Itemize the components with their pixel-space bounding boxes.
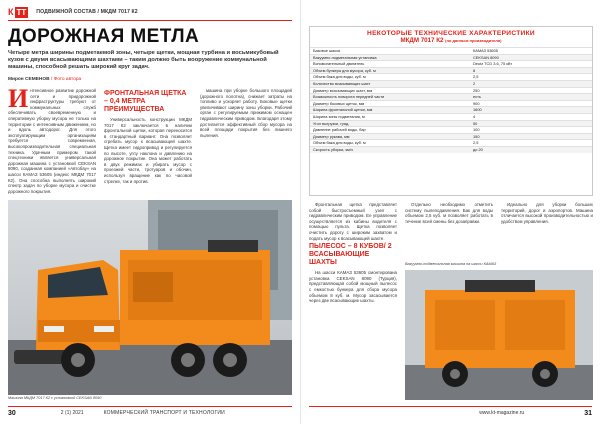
right-col4-text: Идеально для уборки больших территорий, дорог и аэропортов. Машина отличается высокой производительностью и удобством управления. [501,202,593,224]
article-title: ДОРОЖНАЯ МЕТЛА [8,26,200,47]
spec-table [309,26,593,196]
spec-param: Возможность поворота передней части [313,94,385,100]
article-column-3 [200,88,292,139]
spec-model: МКДМ 7017 К2 (по данным производителя) [400,37,502,44]
spec-param: Базовое шасси [313,48,341,53]
article-lead: Четыре метра ширины подметаемой зоны, четыре щетки, мощная турбина и восьмикубовый кузов с двумя всасывающими шахтами – таким должно быть вооружение коммунальной машины, способной решать широкий круг задач. [8,50,279,71]
spec-value: 250 [473,87,480,93]
spec-title: НЕКОТОРЫЕ ТЕХНИЧЕСКИЕ ХАРАКТЕРИСТИКИ [367,30,535,37]
spec-param: Давление рабочей воды, бар [313,127,366,133]
photo-caption-2: Вакуумно-подметальная машина на шасси КАМАЗ [405,262,497,266]
col1-text: нтенсивное развитие дорожной сети и придорожной инфраструктуры требуют от коммунальных служб обеспечивать своевременную и оперативную уборку мусора не только на территории с интенсивным движением, но и вдоль автодорог. Для этого эксплуатирующим организациям требуется современная, высокопроизводительная специальная техника. Удачным примером такой спецтехники является универсальная дорожная машина с установкой CEKSAN 8090, созданная компанией «Автобау» на шасси КАМАЗ 53605 (индекс МКДМ 7017 К2). Она способна выполнять широкий спектр задач по уборке мусора и очистке дорожного покрытия. [8,88,96,194]
right-column-2 [405,202,493,225]
logo-box: ТТ [16,7,27,17]
spec-value: 2 [473,80,476,86]
page-number-left: 30 [8,409,16,417]
spec-row [310,60,592,67]
page-footer-right [309,408,592,418]
spec-param: Ширина фронтальной щетки, мм [313,107,373,113]
spec-row [310,139,592,146]
logo-letter: К [8,7,14,17]
right-column-3 [501,202,593,225]
issue-number: 2 (1) 2021 [60,410,84,416]
subhead-vacuum: ПЫЛЕСОС – 8 КУБОВ/ 2 ВСАСЫВАЮЩИЕ ШАХТЫ [309,243,392,267]
spec-param: Скорость уборки, км/ч [313,146,353,152]
spec-row [310,133,592,140]
spec-value: CEKSAN 8090 [473,54,499,60]
header-divider [8,20,292,21]
spec-param: Диаметр рукава, мм [313,133,350,139]
truck-rear-photo [405,270,593,400]
col2-text: Универсальность конструкции МКДМ 7017 К2 заключается в наличии фронтальной щетки, которая переносится в стандартный вариант. Она позволяет сгребать мусор к всасывающей шахте. Щетка имеет гидропривод и регулируется по высоте, углу наклона и давлению на дорожное покрытие. Она может работать в двух режимах и убирать мусор с проезжей части, тротуаров и обочин, используя вращение как по часовой стрелке, так и против. [104,117,192,184]
spec-row [310,47,592,54]
spec-value: до 20 [473,146,483,152]
spec-value: 100 [473,127,480,133]
right-col3-text: Отдельно необходимо отметить систему пылеподавления. Бак для воды объемом 2,5 куб. м позволяет работать в течение всей смены без дозаправки. [405,202,493,224]
spec-param: Вакуумно-подметальная установка [313,54,377,60]
spec-value: 2,5 [473,140,479,146]
website-url[interactable]: www.kt-magazine.ru [479,410,525,416]
spec-value: 2,5 [473,74,479,80]
truck-photo [8,200,292,395]
spec-param: Диаметр всасывающих шахт, мм [313,87,373,93]
page-number-right: 31 [584,409,592,417]
spec-param: Объем бака для воды, куб. м [313,74,366,80]
footer-divider-right [309,406,592,407]
spec-param: Ширина зоны подметания, м [313,113,365,119]
photo-credit: / Фото автора [50,77,82,82]
magazine-logo [8,7,28,18]
truck-illustration [8,200,292,395]
spec-row [310,73,592,80]
right-page [300,0,600,424]
spec-row [310,146,592,153]
dropcap: И [8,84,29,113]
photo-caption-1: Машина МКДМ 7017 К2 с установкой CEKSAN 8090 [8,396,102,400]
spec-value: 1600 [473,107,482,113]
spec-param: Объем бункера для мусора, куб. м [313,67,376,73]
spec-param: Вспомогательный двигатель [313,61,365,67]
spec-param: Объем бака для воды, куб. м [313,140,366,146]
page-header [8,6,292,18]
spec-row [310,54,592,61]
spec-row [310,113,592,120]
subhead-brush: ФРОНТАЛЬНАЯ ЩЕТКА – 0,4 МЕТРА ПРЕИМУЩЕСТВА [104,90,187,113]
truck-rear-illustration [405,270,593,400]
spec-row [310,87,592,94]
spec-param: Угол выгрузки, град. [313,120,350,126]
page-footer-left [8,408,292,418]
spec-value: КАМАЗ 53605 [473,48,498,53]
spec-row [310,106,592,113]
spec-row [310,120,592,127]
spec-header [310,27,592,44]
spec-value: 50 [473,120,478,126]
spec-rows [310,47,592,153]
section-label: ПОДВИЖНОЙ СОСТАВ / МКДМ 7017 К2 [36,9,138,15]
spec-value: 4 [473,113,476,119]
right-column-1 [309,202,397,305]
spec-row [310,93,592,100]
publication-name: КОММЕРЧЕСКИЙ ТРАНСПОРТ И ТЕХНОЛОГИИ [103,410,225,416]
spec-value: Deutz TCD 3.6, 75 кВт [473,61,513,67]
author-name: Мирон СЕМЕНОВ [8,77,50,82]
spec-value: 8 [473,67,476,73]
spec-row [310,100,592,107]
spec-value: 900 [473,100,480,106]
spec-row [310,80,592,87]
spec-row [310,67,592,74]
right-col2-text: На шасси КАМАЗ 53605 смонтирована установка CEKSAN 8090 (Турция), представляющая собой мощный пылесос с емкостью бункера для сбора мусора объемом 8 куб. м. Мусор засасывается через две всасывающие шахты. [309,270,397,304]
spec-value: 150 [473,133,480,139]
article-column-2 [104,88,192,185]
author-line [8,77,81,82]
right-col1-text: Фронтальная щетка представляет собой быстросъемный узел с гидравлическим приводом. Ее управление осуществляется из кабины водителя с помощью пульта. Щетка позволяет очистить дорогу с широким захватом и подать мусор к всасывающей шахте. [309,202,397,241]
article-column-1 [8,84,96,195]
spec-value: есть [473,94,481,100]
footer-divider [8,406,292,407]
spec-row [310,126,592,133]
spec-param: Диаметр боковых щеток, мм [313,100,365,106]
spec-param: Количество всасывающих шахт [313,80,371,86]
col3-text: машина при уборке большого площадей (дорожного полотна), снижает затраты на топливо и ускоряет работу. Боковые щетки увеличивают ширину зоны уборки. Рабочий орган с регулируемым прижимом оснащен гидравлическим приводом. Благодаря этому достигается эффективный сбор мусора на всей площади покрытия без лишнего пыления. [200,88,292,138]
